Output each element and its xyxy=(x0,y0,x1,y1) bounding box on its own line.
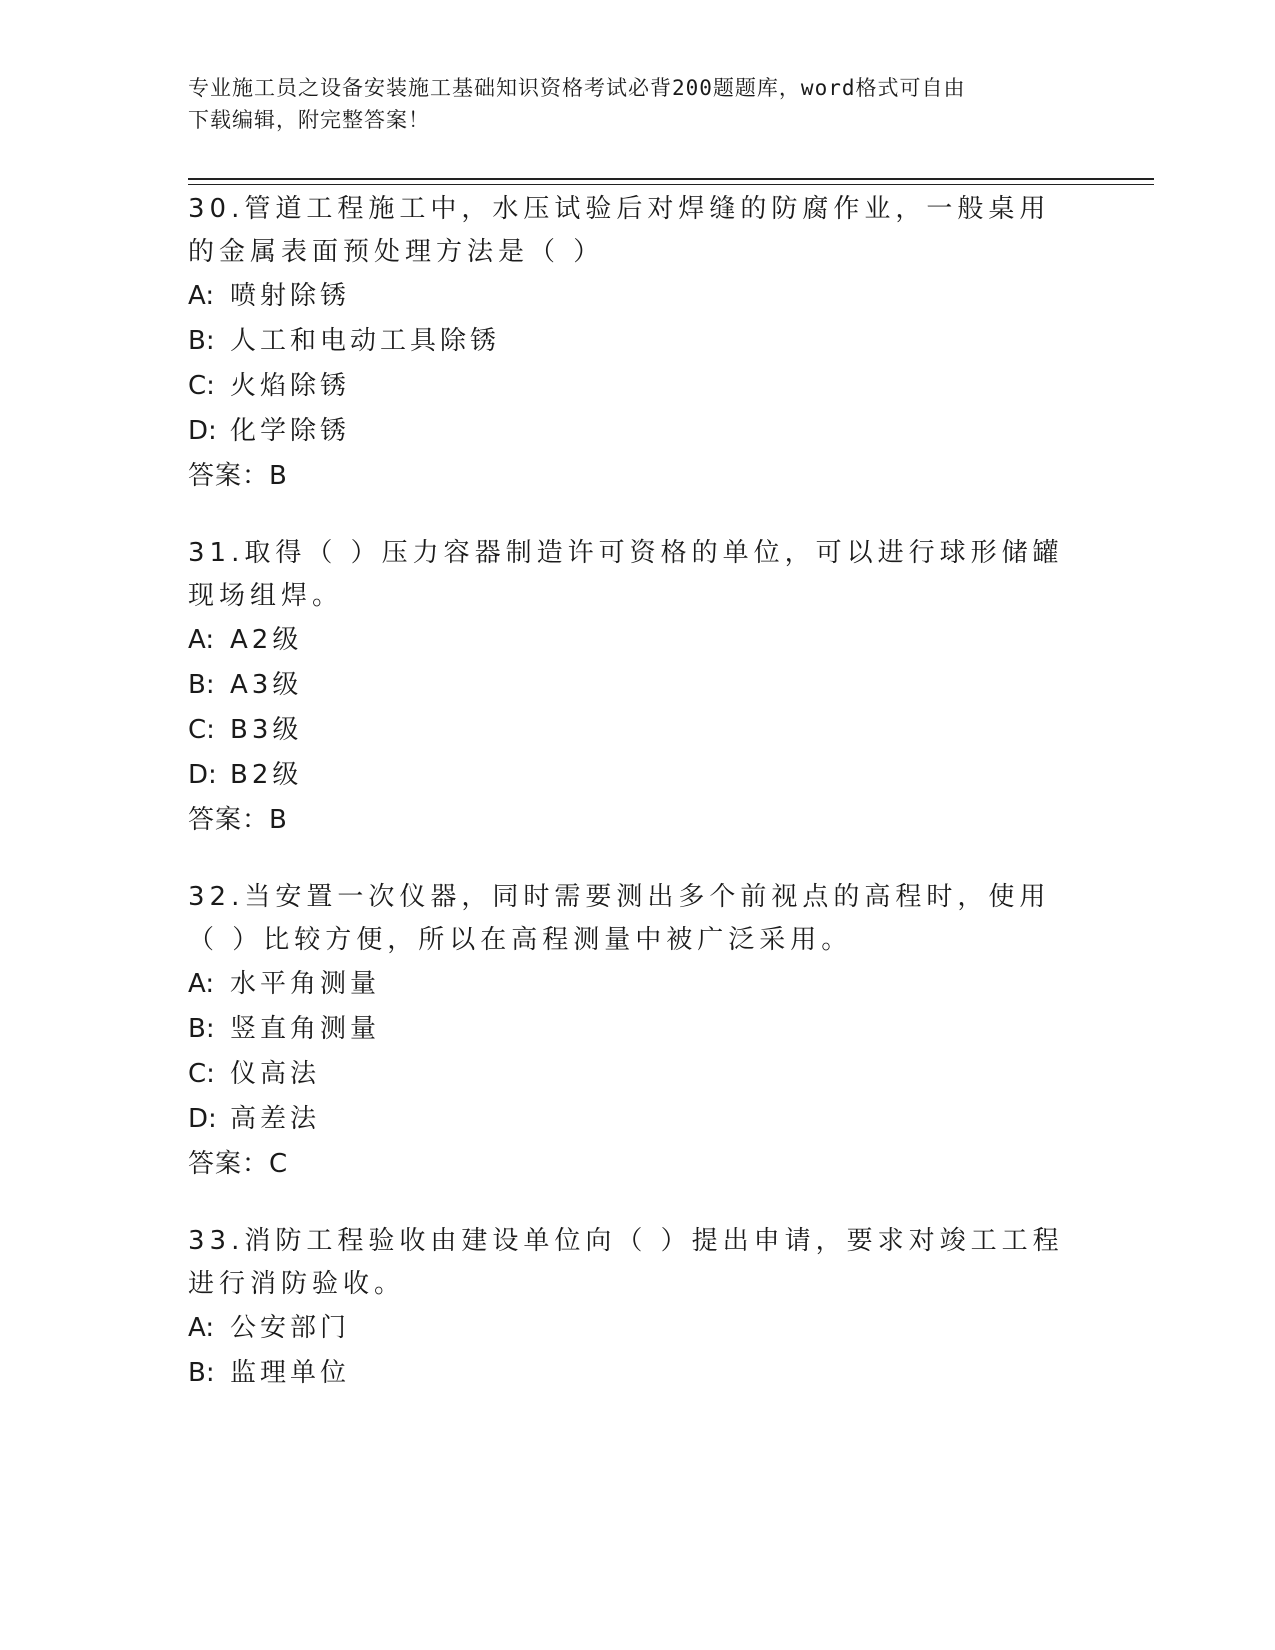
option-text: 水平角测量 xyxy=(230,969,381,999)
option-b xyxy=(188,1007,1088,1052)
option-text: 人工和电动工具除锈 xyxy=(230,326,501,356)
option-text: 竖直角测量 xyxy=(230,1014,381,1044)
header-divider-thin xyxy=(188,184,1154,185)
option-text: 监理单位 xyxy=(230,1358,351,1388)
option-letter: A: xyxy=(188,969,215,999)
option-a xyxy=(188,962,1088,1007)
option-d xyxy=(188,753,1088,798)
question-item xyxy=(188,188,1088,499)
answer-line: 答案：B xyxy=(188,461,288,491)
option-b xyxy=(188,1351,1088,1396)
question-item xyxy=(188,876,1088,1187)
option-letter: A: xyxy=(188,625,215,655)
option-b xyxy=(188,663,1088,708)
option-d xyxy=(188,409,1088,454)
option-text: 火焰除锈 xyxy=(230,371,351,401)
option-letter: C: xyxy=(188,371,215,401)
option-letter: A: xyxy=(188,281,215,311)
option-text: A2级 xyxy=(230,625,303,655)
option-text: 喷射除锈 xyxy=(230,281,351,311)
option-letter: D: xyxy=(188,416,217,446)
option-letter: B: xyxy=(188,670,215,700)
option-a xyxy=(188,618,1088,663)
header-divider-thick xyxy=(188,178,1154,180)
option-a xyxy=(188,1306,1088,1351)
question-text: 31.取得（ ）压力容器制造许可资格的单位，可以进行球形储罐现场组焊。 xyxy=(188,538,1064,611)
question-text: 32.当安置一次仪器，同时需要测出多个前视点的高程时，使用（ ）比较方便，所以在高程测量中被广泛采用。 xyxy=(188,882,1051,955)
option-letter: B: xyxy=(188,1358,215,1388)
option-c xyxy=(188,708,1088,753)
header-line-2: 下载编辑，附完整答案！ xyxy=(188,108,430,132)
option-text: B2级 xyxy=(230,760,303,790)
option-d xyxy=(188,1097,1088,1142)
option-letter: A: xyxy=(188,1313,215,1343)
option-c xyxy=(188,364,1088,409)
question-text: 30.管道工程施工中，水压试验后对焊缝的防腐作业，一般桌用的金属表面预处理方法是（ ） xyxy=(188,194,1051,267)
option-text: 化学除锈 xyxy=(230,416,351,446)
document-header xyxy=(188,72,1068,136)
option-a xyxy=(188,274,1088,319)
option-text: B3级 xyxy=(230,715,303,745)
header-line-1: 专业施工员之设备安装施工基础知识资格考试必背200题题库，word格式可自由 xyxy=(188,76,966,100)
option-letter: C: xyxy=(188,1059,215,1089)
option-text: A3级 xyxy=(230,670,303,700)
option-letter: C: xyxy=(188,715,215,745)
option-letter: B: xyxy=(188,1014,215,1044)
option-text: 公安部门 xyxy=(230,1313,351,1343)
option-letter: D: xyxy=(188,760,217,790)
option-c xyxy=(188,1052,1088,1097)
option-text: 高差法 xyxy=(230,1104,321,1134)
option-letter: D: xyxy=(188,1104,217,1134)
question-item xyxy=(188,1220,1088,1396)
answer-line: 答案：B xyxy=(188,805,288,835)
answer-line: 答案：C xyxy=(188,1149,289,1179)
question-item xyxy=(188,532,1088,843)
option-text: 仪高法 xyxy=(230,1059,321,1089)
question-list xyxy=(188,188,1088,1429)
option-b xyxy=(188,319,1088,364)
question-text: 33.消防工程验收由建设单位向（ ）提出申请，要求对竣工工程进行消防验收。 xyxy=(188,1226,1064,1299)
option-letter: B: xyxy=(188,326,215,356)
